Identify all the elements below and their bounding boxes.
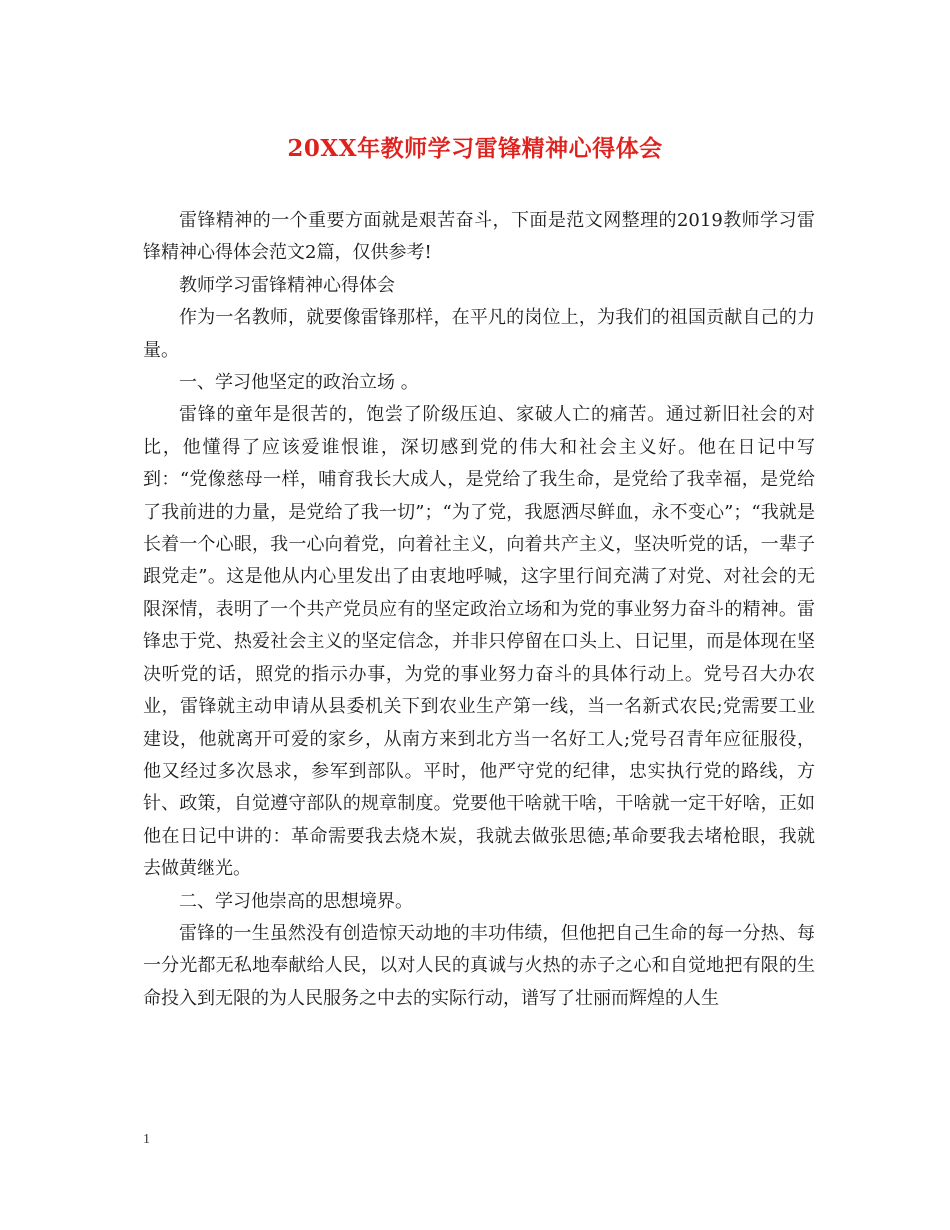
section-heading-2: 二、学习他崇高的思想境界。: [179, 890, 413, 912]
paragraph-section-1: 雷锋的童年是很苦的，饱尝了阶级压迫、家破人亡的痛苦。通过新旧社会的对比，他懂得了应该爱谁恨谁，深切感到党的伟大和社会主义好。他在日记中写到：“党像慈母一样，哺育我长大成人，是党给了我生命，是党给了我幸福，是党给了我前进的力量，是党给了我一切”；“为了党，我愿洒尽鲜血，永不变心”；“我就是长着一个心眼，我一心向着党，向着社主义，向着共产主义，坚决听党的话，一辈子跟党走”。这是他从内心里发出了由衷地呼喊，这字里行间充满了对党、对社会的无限深情，表明了一个共产党员应有的坚定政治立场和为党的事业努力奋斗的精神。雷锋忠于党、热爱社会主义的坚定信念，并非只停留在口头上、日记里，而是体现在坚决听党的话，照党的指示办事，为党的事业努力奋斗的具体行动上。党号召大办农业，雷锋就主动申请从县委机关下到农业生产第一线，当一名新式农民;党需要工业建设，他就离开可爱的家乡，从南方来到北方当一名好工人;党号召青年应征服役，他又经过多次恳求，参军到部队。平时，他严守党的纪律，忠实执行党的路线，方针、政策，自觉遵守部队的规章制度。党要他干啥就干啥，干啥就一定干好啥，正如他在日记中讲的：革命需要我去烧木炭，我就去做张思德;革命要我去堵枪眼，我就去做黄继光。: [143, 404, 815, 880]
paragraph-section-2: 雷锋的一生虽然没有创造惊天动地的丰功伟绩，但他把自己生命的每一分热、每一分光都无私地奉献给人民，以对人民的真诚与火热的赤子之心和自觉地把有限的生命投入到无限的为人民服务之中去的实际行动，谱写了壮丽而辉煌的人生: [143, 922, 815, 1009]
paragraph-subtitle: 教师学习雷锋精神心得体会: [179, 274, 395, 296]
document-body: [143, 205, 815, 1015]
paragraph-opening: 作为一名教师，就要像雷锋那样，在平凡的岗位上，为我们的祖国贡献自己的力量。: [143, 307, 815, 361]
document-title: 20XX年教师学习雷锋精神心得体会: [287, 135, 663, 162]
page-number: 1: [143, 1132, 150, 1147]
section-heading-1: 一、学习他坚定的政治立场 。: [179, 372, 419, 394]
paragraph-intro: 雷锋精神的一个重要方面就是艰苦奋斗，下面是范文网整理的2019教师学习雷锋精神心得体会范文2篇，仅供参考!: [143, 210, 815, 264]
